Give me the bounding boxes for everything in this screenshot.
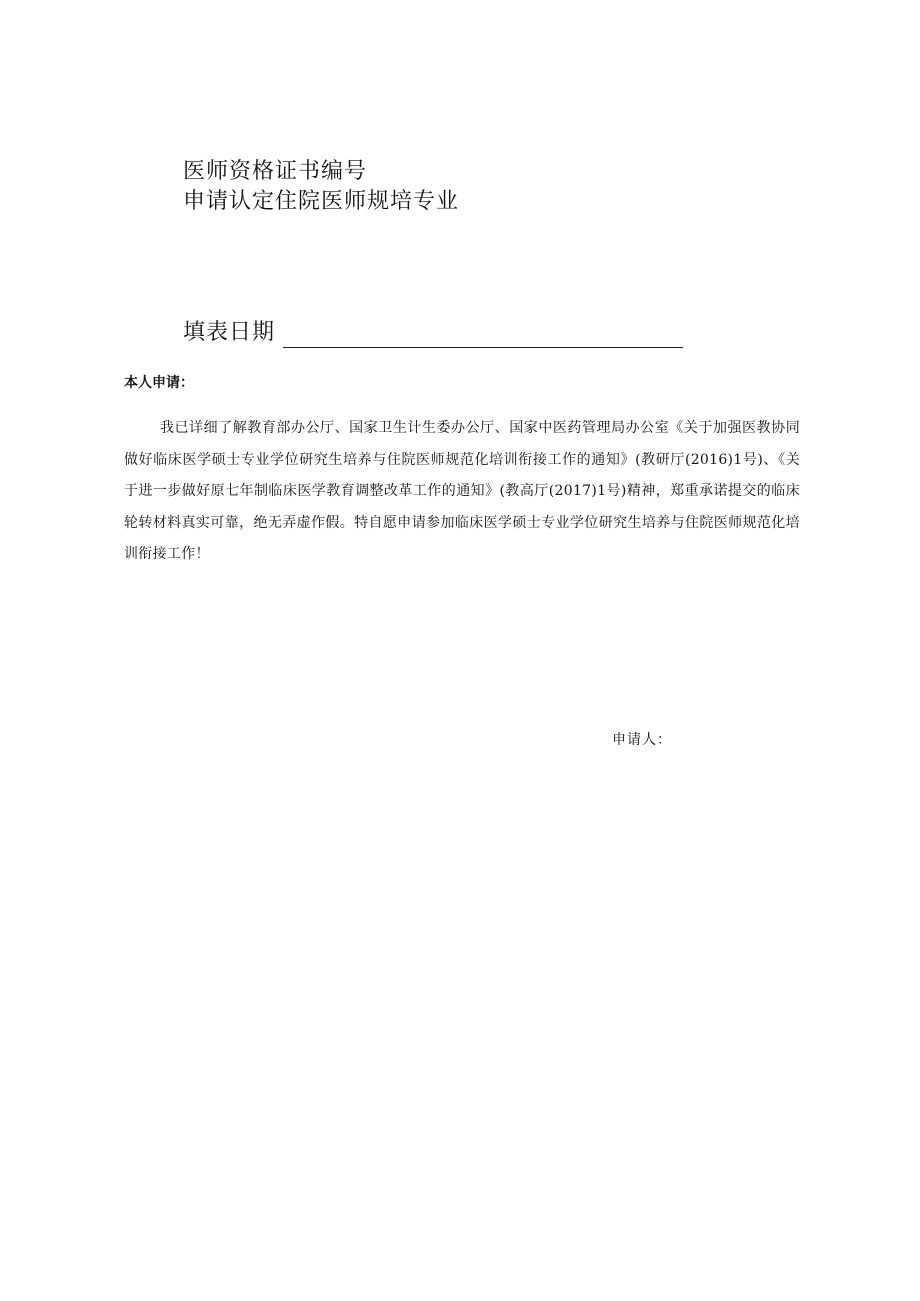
cert-number-label: 医师资格证书编号 <box>183 159 368 184</box>
fill-date-blank[interactable] <box>283 323 683 348</box>
fill-date-label: 填表日期 <box>183 320 276 345</box>
applicant-signature-label: 申请人： <box>612 732 672 748</box>
application-heading: 本人申请： <box>124 375 194 391</box>
fill-date-row <box>183 318 683 348</box>
specialty-label: 申请认定住院医师规培专业 <box>183 189 460 214</box>
declaration-text: 我已详细了解教育部办公厅、国家卫生计生委办公厅、国家中医药管理局办公室《关于加强医教协同做好临床医学硕士专业学位研究生培养与住院医师规范化培训衔接工作的通知》(教研厅(2016)1号)、《关于进一步做好原七年制临床医学教育调整改革工作的通知》(教高厅(2017)1号)精神，郑重承诺提交的临床轮转材料真实可靠，绝无弄虚作假。特自愿申请参加临床医学硕士专业学位研究生培养与住院医师规范化培训衔接工作！ <box>124 420 800 562</box>
